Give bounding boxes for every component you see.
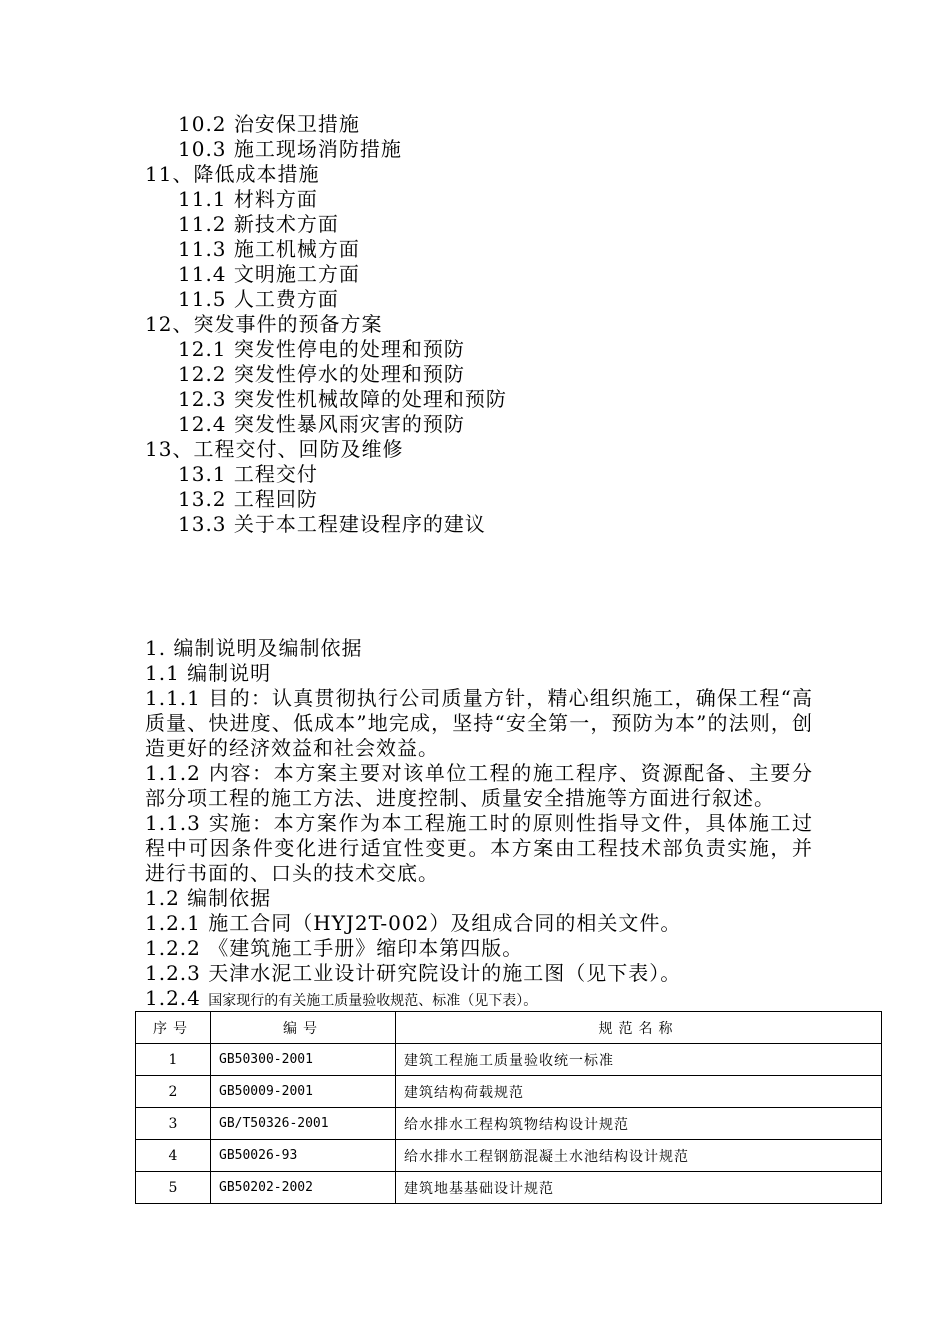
toc-item: 12.2 突发性停水的处理和预防 <box>178 362 465 386</box>
row-index: 1 <box>136 1044 211 1076</box>
section-heading: 1. 编制说明及编制依据 <box>145 636 363 660</box>
header-index: 序号 <box>136 1012 211 1044</box>
document-body <box>145 636 813 1014</box>
row-code: GB/T50326-2001 <box>211 1108 396 1140</box>
toc-item: 13.3 关于本工程建设程序的建议 <box>178 512 486 536</box>
basis-item <box>145 986 813 1014</box>
subsection-heading: 1.2 编制依据 <box>145 886 272 910</box>
table-row <box>136 1044 882 1076</box>
basis-item-text: 国家现行的有关施工质量验收规范、标准（见下表）。 <box>208 993 538 1009</box>
paragraph-implementation: 1.1.3 实施：本方案作为本工程施工时的原则性指导文件，具体施工过程中可因条件变化进行适宜性变更。本方案由工程技术部负责实施，并进行书面的、口头的技术交底。 <box>145 811 813 885</box>
basis-item: 1.2.3 天津水泥工业设计研究院设计的施工图（见下表）。 <box>145 961 682 985</box>
subsection-heading: 1.1 编制说明 <box>145 661 272 685</box>
row-code: GB50009-2001 <box>211 1076 396 1108</box>
toc-item: 12.4 突发性暴风雨灾害的预防 <box>178 412 465 436</box>
toc-item: 11.5 人工费方面 <box>178 287 339 311</box>
basis-item: 1.2.1 施工合同（HYJ2T-002）及组成合同的相关文件。 <box>145 911 682 935</box>
toc-chapter: 11、降低成本措施 <box>145 162 320 186</box>
row-index: 5 <box>136 1172 211 1204</box>
basis-item: 1.2.2 《建筑施工手册》缩印本第四版。 <box>145 936 524 960</box>
toc-item: 11.1 材料方面 <box>178 187 318 211</box>
toc-item: 11.3 施工机械方面 <box>178 237 360 261</box>
row-code: GB50026-93 <box>211 1140 396 1172</box>
toc-item: 12.1 突发性停电的处理和预防 <box>178 337 465 361</box>
table-row <box>136 1172 882 1204</box>
row-name: 给水排水工程钢筋混凝土水池结构设计规范 <box>396 1140 882 1172</box>
toc-item: 11.2 新技术方面 <box>178 212 339 236</box>
table-header-row <box>136 1012 882 1044</box>
paragraph-content: 1.1.2 内容：本方案主要对该单位工程的施工程序、资源配备、主要分部分项工程的施工方法、进度控制、质量安全措施等方面进行叙述。 <box>145 761 813 810</box>
standards-table <box>135 1011 882 1204</box>
toc-item: 10.3 施工现场消防措施 <box>178 137 402 161</box>
row-index: 3 <box>136 1108 211 1140</box>
row-code: GB50202-2002 <box>211 1172 396 1204</box>
toc-item: 13.1 工程交付 <box>178 462 318 486</box>
row-name: 给水排水工程构筑物结构设计规范 <box>396 1108 882 1140</box>
header-name: 规范名称 <box>396 1012 882 1044</box>
toc-chapter: 12、突发事件的预备方案 <box>145 312 383 336</box>
row-name: 建筑地基基础设计规范 <box>396 1172 882 1204</box>
table-row <box>136 1108 882 1140</box>
row-index: 4 <box>136 1140 211 1172</box>
table-row <box>136 1076 882 1108</box>
toc-item: 12.3 突发性机械故障的处理和预防 <box>178 387 507 411</box>
row-code: GB50300-2001 <box>211 1044 396 1076</box>
toc-chapter: 13、工程交付、回防及维修 <box>145 437 404 461</box>
header-code: 编号 <box>211 1012 396 1044</box>
table-row <box>136 1140 882 1172</box>
row-name: 建筑工程施工质量验收统一标准 <box>396 1044 882 1076</box>
basis-item-number: 1.2.4 <box>145 986 201 1010</box>
toc-item: 13.2 工程回防 <box>178 487 318 511</box>
row-index: 2 <box>136 1076 211 1108</box>
toc-item: 10.2 治安保卫措施 <box>178 112 360 136</box>
toc-item: 11.4 文明施工方面 <box>178 262 360 286</box>
row-name: 建筑结构荷载规范 <box>396 1076 882 1108</box>
paragraph-purpose: 1.1.1 目的：认真贯彻执行公司质量方针，精心组织施工，确保工程“高质量、快进度、低成本”地完成，坚持“安全第一，预防为本”的法则，创造更好的经济效益和社会效益。 <box>145 686 813 760</box>
